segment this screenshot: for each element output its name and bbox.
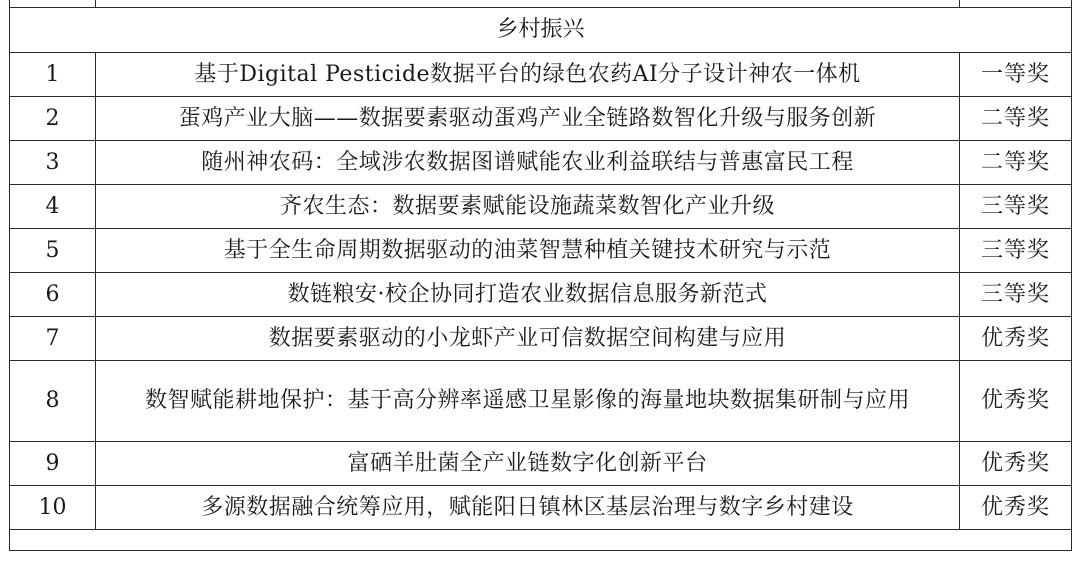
row-number: 9 [10, 442, 96, 486]
project-name: 多源数据融合统筹应用，赋能阳日镇林区基层治理与数字乡村建设 [96, 486, 960, 530]
award-level: 三等奖 [960, 229, 1072, 273]
table-row [10, 229, 1072, 273]
award-level: 优秀奖 [960, 442, 1072, 486]
table-row [10, 97, 1072, 141]
project-name: 富硒羊肚菌全产业链数字化创新平台 [96, 442, 960, 486]
row-number: 2 [10, 97, 96, 141]
award-level: 三等奖 [960, 273, 1072, 317]
award-level: 二等奖 [960, 141, 1072, 185]
project-name: 随州神农码：全域涉农数据图谱赋能农业利益联结与普惠富民工程 [96, 141, 960, 185]
award-level: 优秀奖 [960, 361, 1072, 442]
award-level: 三等奖 [960, 185, 1072, 229]
row-number: 8 [10, 361, 96, 442]
award-level: 一等奖 [960, 53, 1072, 97]
project-name: 数链粮安·校企协同打造农业数据信息服务新范式 [96, 273, 960, 317]
project-name: 基于Digital Pesticide数据平台的绿色农药AI分子设计神农一体机 [96, 53, 960, 97]
award-level: 优秀奖 [960, 317, 1072, 361]
section-header-row [10, 8, 1072, 53]
table-row [10, 442, 1072, 486]
row-number: 3 [10, 141, 96, 185]
table-row [10, 486, 1072, 530]
table-row [10, 141, 1072, 185]
row-number: 6 [10, 273, 96, 317]
project-name: 数智赋能耕地保护：基于高分辨率遥感卫星影像的海量地块数据集研制与应用 [96, 361, 960, 442]
table-row [10, 361, 1072, 442]
table-row [10, 317, 1072, 361]
row-number: 10 [10, 486, 96, 530]
project-name: 蛋鸡产业大脑——数据要素驱动蛋鸡产业全链路数智化升级与服务创新 [96, 97, 960, 141]
table-row [10, 273, 1072, 317]
row-number: 7 [10, 317, 96, 361]
project-name: 齐农生态：数据要素赋能设施蔬菜数智化产业升级 [96, 185, 960, 229]
row-number: 5 [10, 229, 96, 273]
table-top-edge [10, 0, 1072, 8]
section-title: 乡村振兴 [10, 8, 1072, 53]
row-number: 1 [10, 53, 96, 97]
table-row [10, 185, 1072, 229]
award-table [9, 0, 1072, 551]
row-number: 4 [10, 185, 96, 229]
table-bottom-edge [10, 530, 1072, 551]
project-name: 数据要素驱动的小龙虾产业可信数据空间构建与应用 [96, 317, 960, 361]
project-name: 基于全生命周期数据驱动的油菜智慧种植关键技术研究与示范 [96, 229, 960, 273]
award-table-container [9, 0, 1071, 551]
award-level: 二等奖 [960, 97, 1072, 141]
award-level: 优秀奖 [960, 486, 1072, 530]
table-row [10, 53, 1072, 97]
